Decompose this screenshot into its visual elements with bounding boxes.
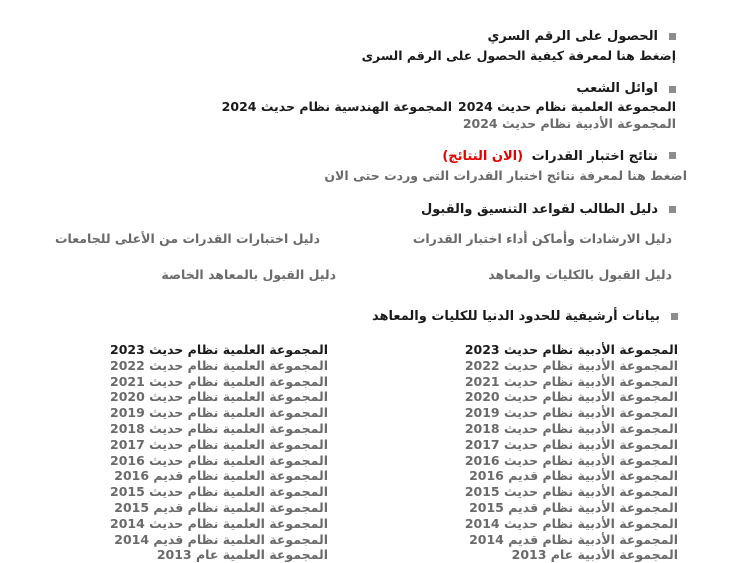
list-item[interactable]: المجموعة العلمية نظام قديم 2015: [114, 499, 328, 515]
list-item[interactable]: المجموعة العلمية نظام حديث 2022: [110, 357, 328, 373]
guide-aptitude-council-link[interactable]: دليل اختبارات القدرات من الأعلى للجامعات: [54, 231, 320, 246]
list-item[interactable]: المجموعة العلمية نظام حديث 2023: [110, 342, 328, 357]
list-item[interactable]: المجموعة الأدبية نظام حديث 2020: [464, 389, 678, 405]
list-item[interactable]: المجموعة العلمية نظام حديث 2015: [110, 484, 328, 500]
list-item[interactable]: المجموعة العلمية نظام حديث 2018: [110, 420, 328, 436]
list-item[interactable]: المجموعة الأدبية نظام حديث 2022: [464, 357, 678, 373]
list-item[interactable]: المجموعة العلمية عام 2013: [156, 547, 328, 563]
bullet-icon: [669, 152, 676, 159]
list-item[interactable]: المجموعة الأدبية نظام قديم 2015: [469, 499, 678, 515]
bullet-icon: [671, 313, 678, 320]
list-item[interactable]: المجموعة الأدبية نظام حديث 2021: [464, 373, 678, 389]
top-literary-link[interactable]: المجموعة الأدبية نظام حديث 2024: [462, 116, 676, 131]
list-item[interactable]: المجموعة الأدبية نظام حديث 2018: [464, 420, 678, 436]
archive-heading: بيانات أرشيفية للحدود الدنيا للكليات والمعاهد: [371, 309, 660, 324]
aptitude-results-link[interactable]: اضغط هنا لمعرفة نتائج اختبار القدرات التى وردت حتى الان: [324, 168, 687, 183]
aptitude-results-title: نتائج اختبار القدرات: [531, 149, 658, 164]
list-item[interactable]: المجموعة الأدبية نظام حديث 2016: [464, 452, 678, 468]
list-item[interactable]: المجموعة العلمية نظام قديم 2016: [114, 468, 328, 484]
bullet-icon: [669, 206, 676, 213]
secret-number-link[interactable]: إضغط هنا لمعرفة كيفية الحصول على الرقم السرى: [361, 48, 676, 63]
guide-admission-colleges-link[interactable]: دليل القبول بالكليات والمعاهد: [488, 267, 672, 282]
list-item[interactable]: المجموعة العلمية نظام حديث 2020: [110, 389, 328, 405]
list-item[interactable]: المجموعة العلمية نظام حديث 2016: [110, 452, 328, 468]
top-science-link[interactable]: المجموعة العلمية نظام حديث 2024: [458, 99, 676, 114]
science-archive-list: [110, 342, 328, 563]
list-item[interactable]: المجموعة العلمية نظام حديث 2014: [110, 515, 328, 531]
now-results-badge[interactable]: (الان النتائج): [442, 149, 524, 164]
student-guide-heading: دليل الطالب لقواعد التنسيق والقبول: [420, 202, 658, 217]
list-item[interactable]: المجموعة الأدبية نظام حديث 2019: [464, 405, 678, 421]
top-students-heading: اوائل الشعب: [576, 81, 658, 96]
guide-private-institutes-link[interactable]: دليل القبول بالمعاهد الخاصة: [161, 267, 336, 282]
list-item[interactable]: المجموعة الأدبية نظام حديث 2017: [464, 436, 678, 452]
list-item[interactable]: المجموعة العلمية نظام قديم 2014: [114, 531, 328, 547]
bullet-icon: [669, 86, 676, 93]
list-item[interactable]: المجموعة العلمية نظام حديث 2017: [110, 436, 328, 452]
list-item[interactable]: المجموعة الأدبية نظام قديم 2014: [469, 531, 678, 547]
aptitude-results-heading: [442, 149, 658, 164]
bullet-icon: [669, 33, 676, 40]
list-item[interactable]: المجموعة الأدبية عام 2013: [511, 547, 678, 563]
list-item[interactable]: المجموعة الأدبية نظام حديث 2015: [464, 484, 678, 500]
list-item[interactable]: المجموعة الأدبية نظام قديم 2016: [469, 468, 678, 484]
list-item[interactable]: المجموعة الأدبية نظام حديث 2023: [464, 342, 678, 357]
guide-instructions-link[interactable]: دليل الارشادات وأماكن أداء اختبار القدرات: [412, 231, 672, 246]
top-engineering-link[interactable]: المجموعة الهندسية نظام حديث 2024: [221, 99, 452, 114]
list-item[interactable]: المجموعة الأدبية نظام حديث 2014: [464, 515, 678, 531]
literary-archive-list: [465, 342, 678, 563]
secret-number-heading: الحصول على الرقم السري: [487, 29, 658, 44]
list-item[interactable]: المجموعة العلمية نظام حديث 2021: [110, 373, 328, 389]
list-item[interactable]: المجموعة العلمية نظام حديث 2019: [110, 405, 328, 421]
